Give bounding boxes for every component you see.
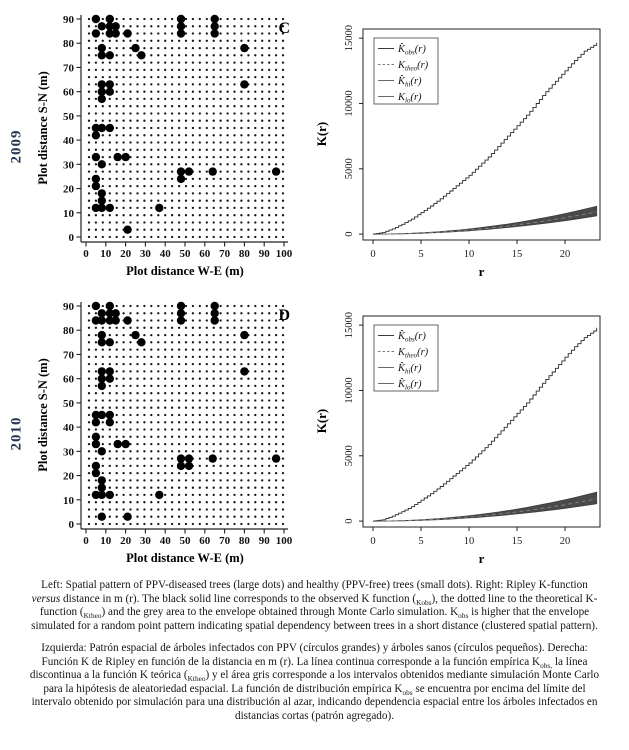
large-dot	[98, 197, 106, 205]
svg-text:100: 100	[275, 248, 293, 260]
large-dot	[106, 15, 114, 23]
large-dot	[177, 22, 185, 30]
svg-text:0: 0	[83, 248, 89, 260]
svg-text:70: 70	[219, 535, 231, 547]
large-dot	[106, 367, 114, 375]
large-dot	[185, 462, 193, 470]
svg-text:15000: 15000	[344, 312, 355, 339]
svg-text:40: 40	[159, 535, 171, 547]
large-dot	[240, 44, 248, 52]
large-dot	[177, 167, 185, 175]
legend-label: $K_{lo}(r)$	[398, 92, 422, 105]
svg-text:70: 70	[63, 62, 74, 75]
large-dot	[92, 418, 100, 426]
large-dot	[98, 411, 106, 419]
large-dot	[106, 491, 114, 499]
svg-text:15: 15	[511, 536, 523, 547]
svg-text:50: 50	[179, 535, 191, 547]
large-dot	[92, 462, 100, 470]
svg-text:10: 10	[100, 248, 112, 260]
large-dot	[131, 331, 139, 339]
healthy-tree-grid	[88, 305, 284, 525]
large-dot	[123, 316, 131, 324]
x-axis-label: Plot distance W-E (m)	[126, 264, 244, 278]
large-dot	[272, 167, 280, 175]
large-dot	[92, 175, 100, 183]
large-dot	[106, 88, 114, 96]
large-dot	[98, 160, 106, 168]
large-dot	[114, 440, 122, 448]
kfunction-plot-2010	[312, 290, 626, 577]
large-dot	[211, 15, 219, 23]
row-2010	[0, 290, 629, 577]
svg-text:0: 0	[344, 231, 355, 237]
year-label-2009: 2009	[8, 129, 25, 164]
scatter-plot-2009	[34, 3, 312, 290]
large-dot	[98, 316, 106, 324]
large-dot	[211, 29, 219, 37]
envelope-band	[373, 492, 597, 521]
svg-text:60: 60	[63, 373, 74, 386]
svg-text:30: 30	[139, 248, 151, 260]
svg-text:40: 40	[63, 422, 74, 435]
x-axis-label: r	[478, 551, 485, 566]
legend	[374, 325, 438, 392]
caption-english: Left: Spatial pattern of PPV-diseased trees (large dots) and healthy (PPV-free) trees (small dots). Right: Ripley K-function versus distance in m (r). The black solid line corresponds to the observed K function $(_{Kobs})$, the dotted line to the theoretical K-function $(_{Ktheo})$ and the grey area to the envelope obtained through Monte Carlo simulation. $K_{obs}$ is higher that the envelope simulated for a random point pattern indicating spatial dependency between trees in a short distance (clustered spatial pattern).	[31, 579, 598, 632]
large-dot	[98, 476, 106, 484]
svg-text:50: 50	[179, 248, 191, 260]
row-2009	[0, 3, 629, 290]
large-dot	[112, 316, 120, 324]
large-dot	[98, 367, 106, 375]
large-dot	[98, 124, 106, 132]
svg-text:60: 60	[199, 248, 211, 260]
large-dot	[123, 226, 131, 234]
svg-text:30: 30	[139, 535, 151, 547]
legend-label: $K̂_{obs}(r)$	[398, 331, 426, 344]
panel-letter: C	[278, 20, 290, 37]
large-dot	[155, 204, 163, 212]
svg-text:70: 70	[219, 248, 231, 260]
svg-text:15: 15	[511, 249, 523, 260]
svg-text:50: 50	[63, 397, 74, 410]
large-dot	[177, 15, 185, 23]
large-dot	[92, 469, 100, 477]
large-dot	[98, 491, 106, 499]
svg-text:20: 20	[63, 183, 74, 196]
large-dot	[92, 182, 100, 190]
large-dot	[98, 309, 106, 317]
large-dot	[98, 51, 106, 59]
large-dot	[112, 29, 120, 37]
large-dot	[131, 44, 139, 52]
svg-text:5: 5	[418, 249, 424, 260]
large-dot	[121, 153, 129, 161]
large-dot	[98, 95, 106, 103]
svg-text:15000: 15000	[344, 25, 355, 52]
large-dot	[92, 153, 100, 161]
svg-text:50: 50	[63, 110, 74, 123]
large-dot	[98, 204, 106, 212]
y-axis-label: K(r)	[314, 121, 329, 147]
large-dot	[92, 440, 100, 448]
svg-text:10: 10	[100, 535, 112, 547]
legend-label: $K̂_{hi}(r)$	[398, 363, 422, 376]
large-dot	[114, 153, 122, 161]
caption-spanish: Izquierda: Patrón espacial de árboles infectados con PPV (círculos grandes) y árboles sanos (círculos pequeños). Derecha: Función K de Ripley en función de la distancia en m (r). La línea continua corresponde a la función empírica $K_{obs,}$ la línea discontinua a la función K teórica $(_{Ktheo})$ y el área gris corresponde a los intervalos obtenidos mediante simulación Monte Carlo para la hipótesis de aleatoriedad espacial. La función de distribución empírica $K_{obs}$ se encuentra por encima del límite del intervalo obtenido por simulación para una distribución al azar, indicando dependencia espacial entre los árboles infectados en distancias cortas (patrón agregado).	[29, 642, 600, 722]
large-dot	[240, 367, 248, 375]
x-axis-label: Plot distance W-E (m)	[126, 551, 244, 565]
large-dot	[98, 189, 106, 197]
large-dot	[177, 29, 185, 37]
large-dot	[106, 338, 114, 346]
large-dot	[211, 302, 219, 310]
svg-text:70: 70	[63, 349, 74, 362]
svg-text:40: 40	[159, 248, 171, 260]
large-dot	[185, 454, 193, 462]
large-dot	[185, 167, 193, 175]
svg-text:5000: 5000	[344, 158, 355, 180]
large-dot	[98, 338, 106, 346]
large-dot	[98, 382, 106, 390]
svg-text:60: 60	[63, 86, 74, 99]
figure-caption	[30, 579, 600, 723]
svg-text:0: 0	[68, 519, 74, 531]
year-column-2010	[0, 290, 34, 577]
x-axis-label: r	[478, 264, 485, 279]
svg-text:10000: 10000	[344, 90, 355, 117]
large-dot	[92, 131, 100, 139]
large-dot	[177, 309, 185, 317]
large-dot	[211, 22, 219, 30]
large-dot	[155, 491, 163, 499]
large-dot	[98, 331, 106, 339]
large-dot	[98, 80, 106, 88]
large-dot	[272, 454, 280, 462]
svg-text:30: 30	[63, 159, 74, 172]
large-dot	[177, 302, 185, 310]
envelope-band	[373, 206, 597, 234]
svg-text:20: 20	[120, 248, 132, 260]
svg-text:20: 20	[559, 536, 571, 547]
legend-label: $K_{theo}(r)$	[398, 60, 429, 73]
large-dot	[92, 433, 100, 441]
svg-text:0: 0	[370, 536, 376, 547]
legend	[374, 38, 438, 105]
large-dot	[92, 29, 100, 37]
svg-text:90: 90	[63, 301, 74, 313]
large-dot	[92, 15, 100, 23]
svg-text:10: 10	[63, 494, 74, 507]
legend-label: $K̂_{lo}(r)$	[398, 379, 422, 392]
large-dot	[98, 447, 106, 455]
y-axis-label: K(r)	[314, 408, 329, 434]
large-dot	[98, 484, 106, 492]
svg-text:90: 90	[63, 14, 74, 26]
kfunction-plot-2009	[312, 3, 626, 290]
svg-text:30: 30	[63, 446, 74, 459]
svg-text:10: 10	[63, 207, 74, 220]
large-dot	[240, 331, 248, 339]
svg-text:80: 80	[63, 325, 74, 338]
large-dot	[106, 302, 114, 310]
legend-label: $K̂_{obs}(r)$	[398, 44, 426, 57]
svg-text:5: 5	[418, 536, 424, 547]
legend-label: $K_{theo}(r)$	[398, 347, 429, 360]
healthy-tree-grid	[88, 18, 284, 238]
large-dot	[177, 316, 185, 324]
large-dot	[177, 462, 185, 470]
panel-letter: D	[278, 307, 290, 324]
large-dot	[98, 513, 106, 521]
svg-text:90: 90	[258, 248, 270, 260]
legend-label: $K̂_{hi}(r)$	[398, 76, 422, 89]
large-dot	[112, 309, 120, 317]
svg-text:0: 0	[370, 249, 376, 260]
svg-text:60: 60	[199, 535, 211, 547]
large-dot	[123, 513, 131, 521]
large-dot	[106, 418, 114, 426]
large-dot	[98, 22, 106, 30]
svg-text:80: 80	[63, 38, 74, 51]
large-dot	[106, 80, 114, 88]
svg-text:40: 40	[63, 135, 74, 148]
large-dot	[177, 175, 185, 183]
large-dot	[92, 302, 100, 310]
svg-text:80: 80	[238, 535, 250, 547]
y-axis-label: Plot distance S-N (m)	[36, 358, 50, 472]
svg-text:20: 20	[120, 535, 132, 547]
svg-text:80: 80	[238, 248, 250, 260]
scatter-plot-2010	[34, 290, 312, 577]
svg-text:10: 10	[463, 249, 475, 260]
svg-text:0: 0	[68, 232, 74, 244]
large-dot	[106, 204, 114, 212]
large-dot	[98, 375, 106, 383]
large-dot	[106, 375, 114, 383]
svg-text:5000: 5000	[344, 445, 355, 467]
svg-text:0: 0	[83, 535, 89, 547]
svg-text:20: 20	[63, 470, 74, 483]
large-dot	[209, 167, 217, 175]
svg-text:0: 0	[344, 518, 355, 524]
large-dot	[137, 338, 145, 346]
svg-text:20: 20	[559, 249, 571, 260]
large-dot	[106, 51, 114, 59]
large-dot	[240, 80, 248, 88]
large-dot	[211, 316, 219, 324]
large-dot	[123, 29, 131, 37]
year-column-2009	[0, 3, 34, 290]
large-dot	[106, 411, 114, 419]
large-dot	[106, 124, 114, 132]
large-dot	[98, 88, 106, 96]
y-axis-label: Plot distance S-N (m)	[36, 71, 50, 185]
svg-text:90: 90	[258, 535, 270, 547]
large-dot	[98, 44, 106, 52]
svg-text:100: 100	[275, 535, 293, 547]
large-dot	[177, 454, 185, 462]
large-dot	[112, 22, 120, 30]
svg-text:10: 10	[463, 536, 475, 547]
year-label-2010: 2010	[8, 416, 25, 451]
large-dot	[137, 51, 145, 59]
large-dot	[121, 440, 129, 448]
large-dot	[211, 309, 219, 317]
large-dot	[209, 454, 217, 462]
svg-text:10000: 10000	[344, 377, 355, 404]
